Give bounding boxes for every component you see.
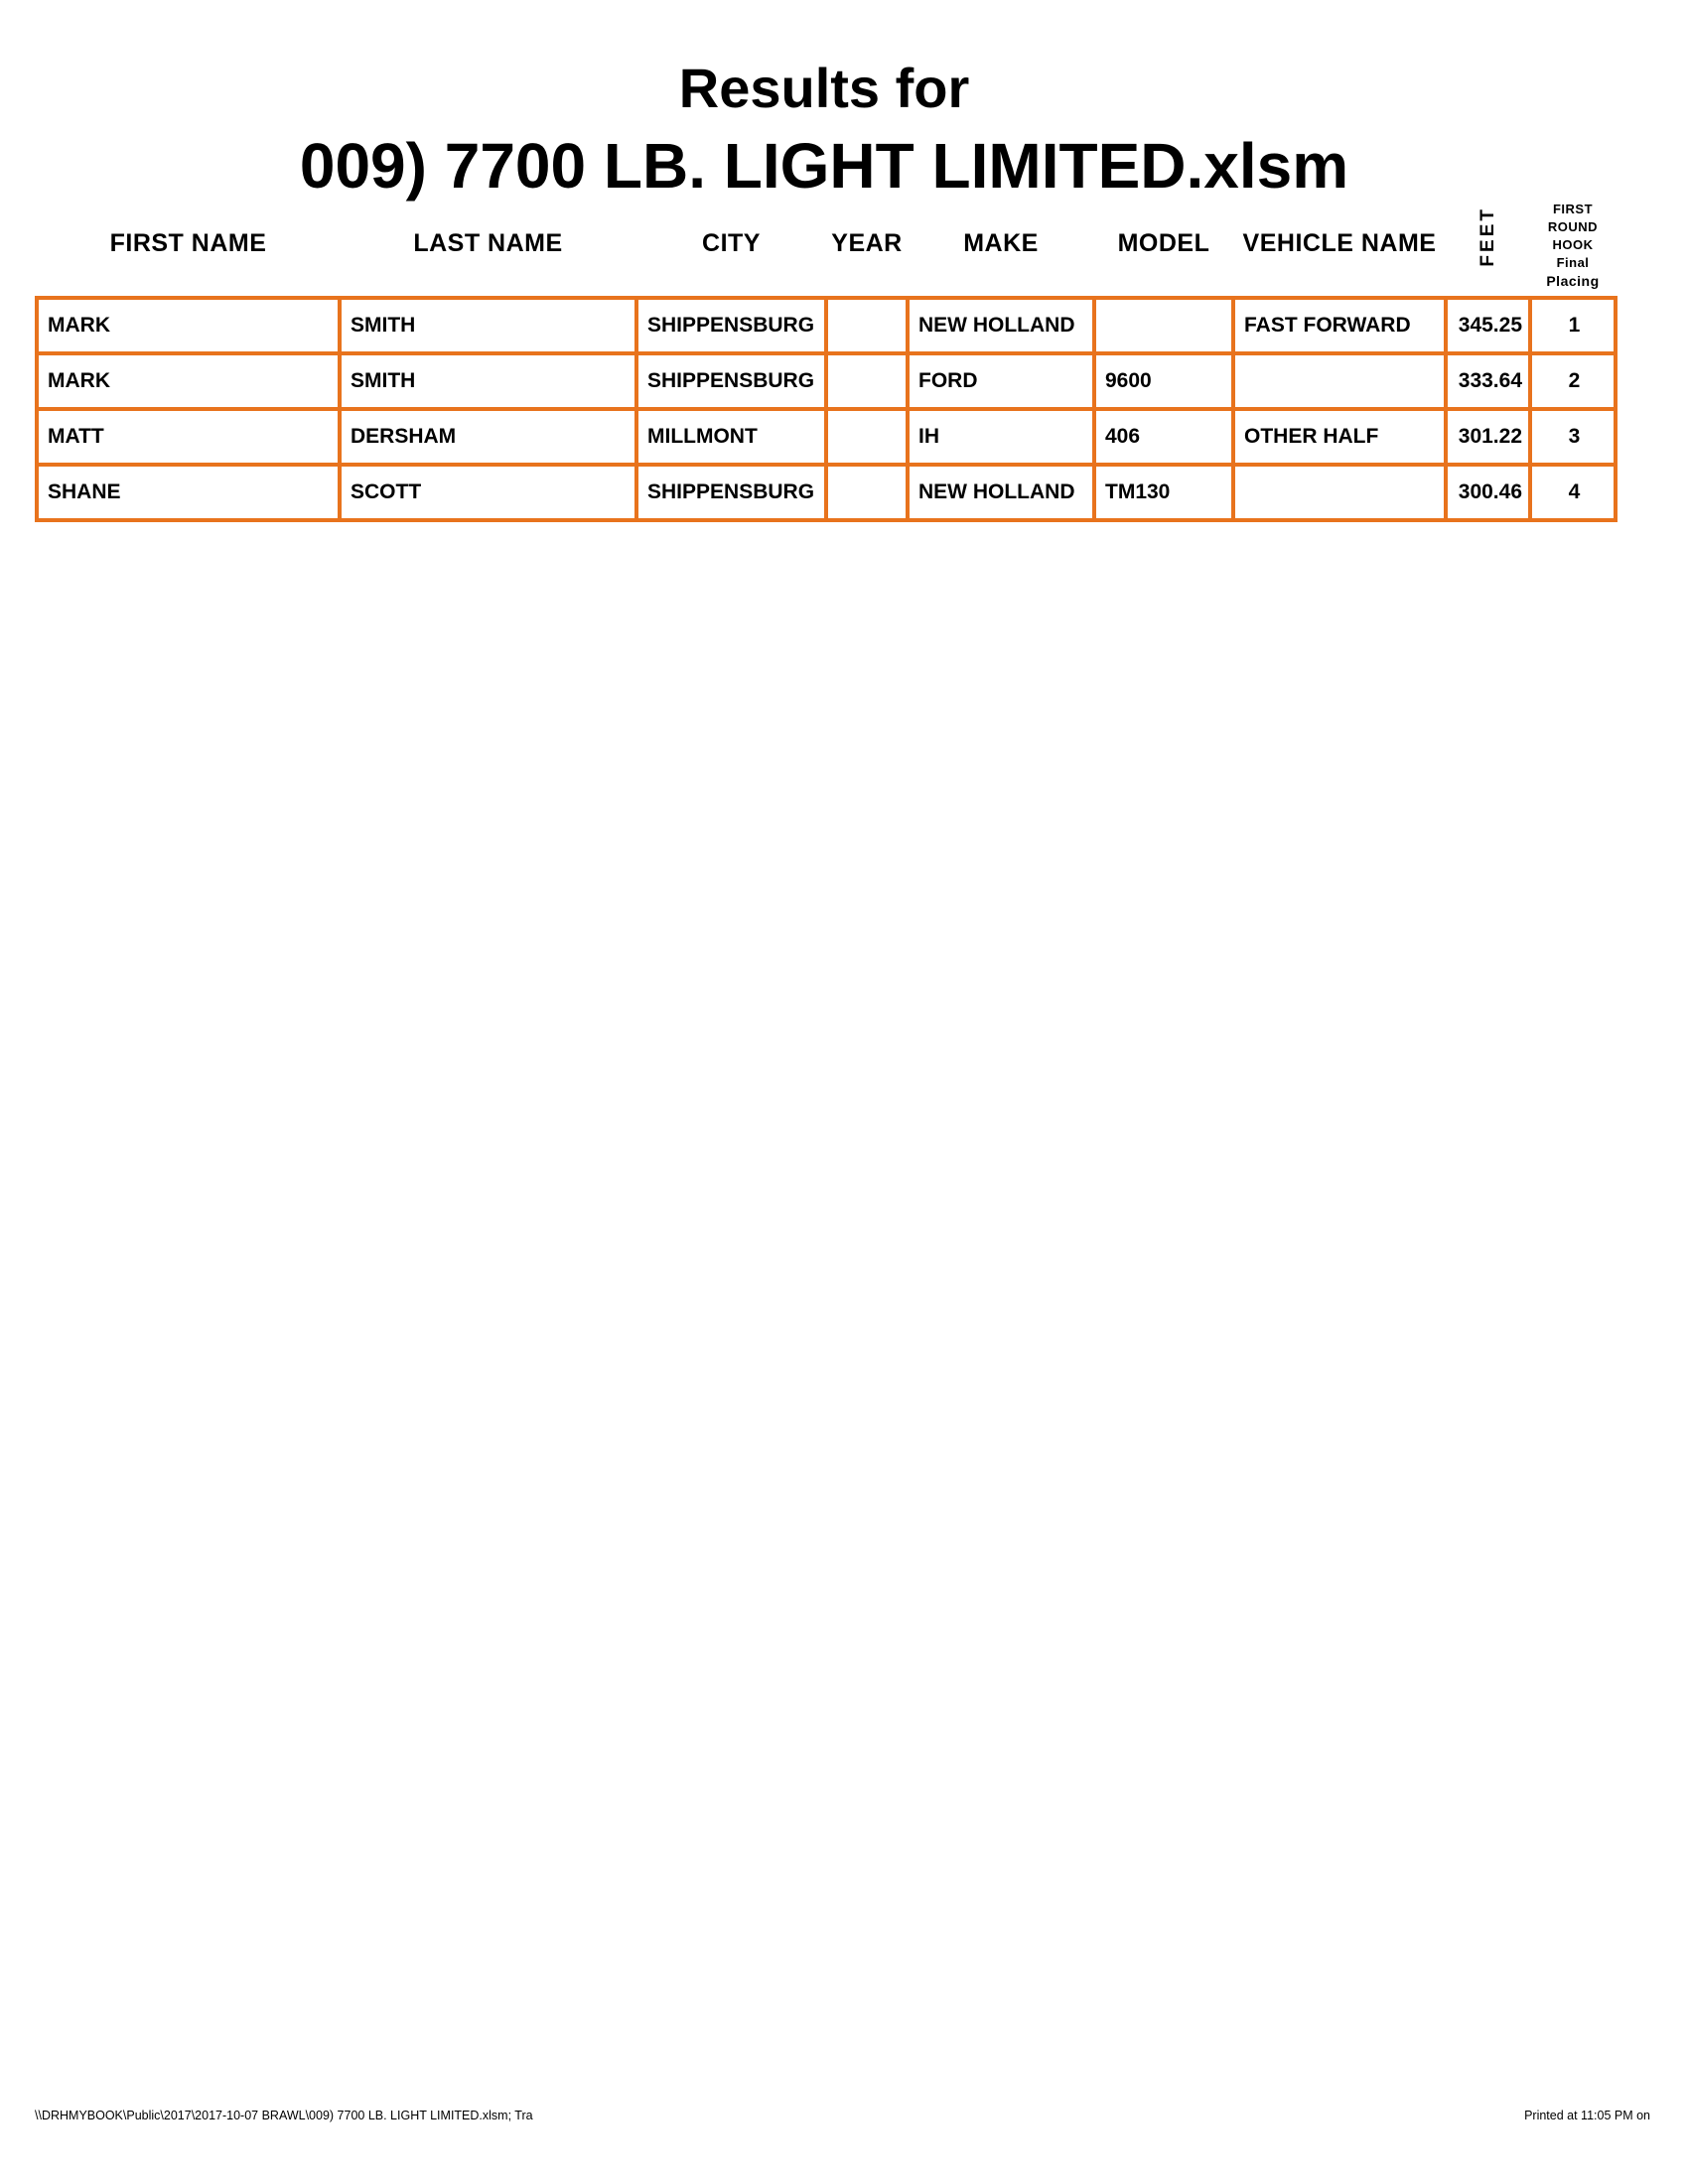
cell-model [1094,298,1233,353]
cell-year [826,465,908,520]
cell-last-name: DERSHAM [340,409,636,465]
placing-header-lines [1530,201,1616,290]
feet-rotated-label: FEET [1477,206,1498,267]
cell-city: SHIPPENSBURG [636,465,826,520]
cell-feet: 301.22 [1446,409,1530,465]
cell-make: FORD [908,353,1094,409]
page-title-line1: Results for [678,57,970,119]
cell-model: 406 [1094,409,1233,465]
column-header-last-name: LAST NAME [413,228,563,257]
placing-header-line-4: Final [1556,254,1590,270]
table-row [37,409,1616,465]
column-header-make: MAKE [963,228,1039,257]
column-header-feet [1446,201,1530,298]
header-row [37,201,1616,298]
cell-feet: 333.64 [1446,353,1530,409]
cell-vehicle-name: OTHER HALF [1233,409,1446,465]
cell-make: NEW HOLLAND [908,465,1094,520]
cell-placing: 4 [1530,465,1616,520]
cell-last-name: SMITH [340,353,636,409]
placing-header-line-2: ROUND [1547,218,1599,234]
cell-feet: 300.46 [1446,465,1530,520]
cell-last-name: SMITH [340,298,636,353]
cell-city: MILLMONT [636,409,826,465]
column-header-year: YEAR [831,228,903,257]
cell-first-name: MATT [37,409,340,465]
cell-placing: 1 [1530,298,1616,353]
column-header-model: MODEL [1117,228,1210,257]
placing-header-line-3: HOOK [1552,236,1594,252]
cell-make: IH [908,409,1094,465]
table-row [37,465,1616,520]
cell-vehicle-name [1233,353,1446,409]
cell-model: 9600 [1094,353,1233,409]
report-content [35,0,1614,522]
placing-header-line-5: Placing [1546,272,1600,289]
footer-file-path: \\DRHMYBOOK\Public\2017\2017-10-07 BRAWL\009) 7700 LB. LIGHT LIMITED.xlsm; Tra [35,2109,533,2122]
cell-vehicle-name: FAST FORWARD [1233,298,1446,353]
placing-header-line-1: FIRST [1552,201,1594,216]
results-table [35,201,1618,522]
cell-placing: 3 [1530,409,1616,465]
cell-year [826,298,908,353]
page-title-line2: 009) 7700 LB. LIGHT LIMITED.xlsm [299,129,1349,202]
cell-model: TM130 [1094,465,1233,520]
column-header-city: CITY [702,228,761,257]
cell-first-name: MARK [37,353,340,409]
cell-placing: 2 [1530,353,1616,409]
cell-year [826,409,908,465]
footer-printed-timestamp: Printed at 11:05 PM on [1524,2109,1650,2122]
cell-make: NEW HOLLAND [908,298,1094,353]
cell-feet: 345.25 [1446,298,1530,353]
column-header-vehicle-name: VEHICLE NAME [1242,228,1437,257]
cell-first-name: SHANE [37,465,340,520]
table-row [37,298,1616,353]
table-row [37,353,1616,409]
cell-last-name: SCOTT [340,465,636,520]
cell-year [826,353,908,409]
column-header-first-name: FIRST NAME [109,228,267,257]
cell-first-name: MARK [37,298,340,353]
cell-city: SHIPPENSBURG [636,298,826,353]
cell-city: SHIPPENSBURG [636,353,826,409]
column-header-placing [1530,201,1616,298]
cell-vehicle-name [1233,465,1446,520]
